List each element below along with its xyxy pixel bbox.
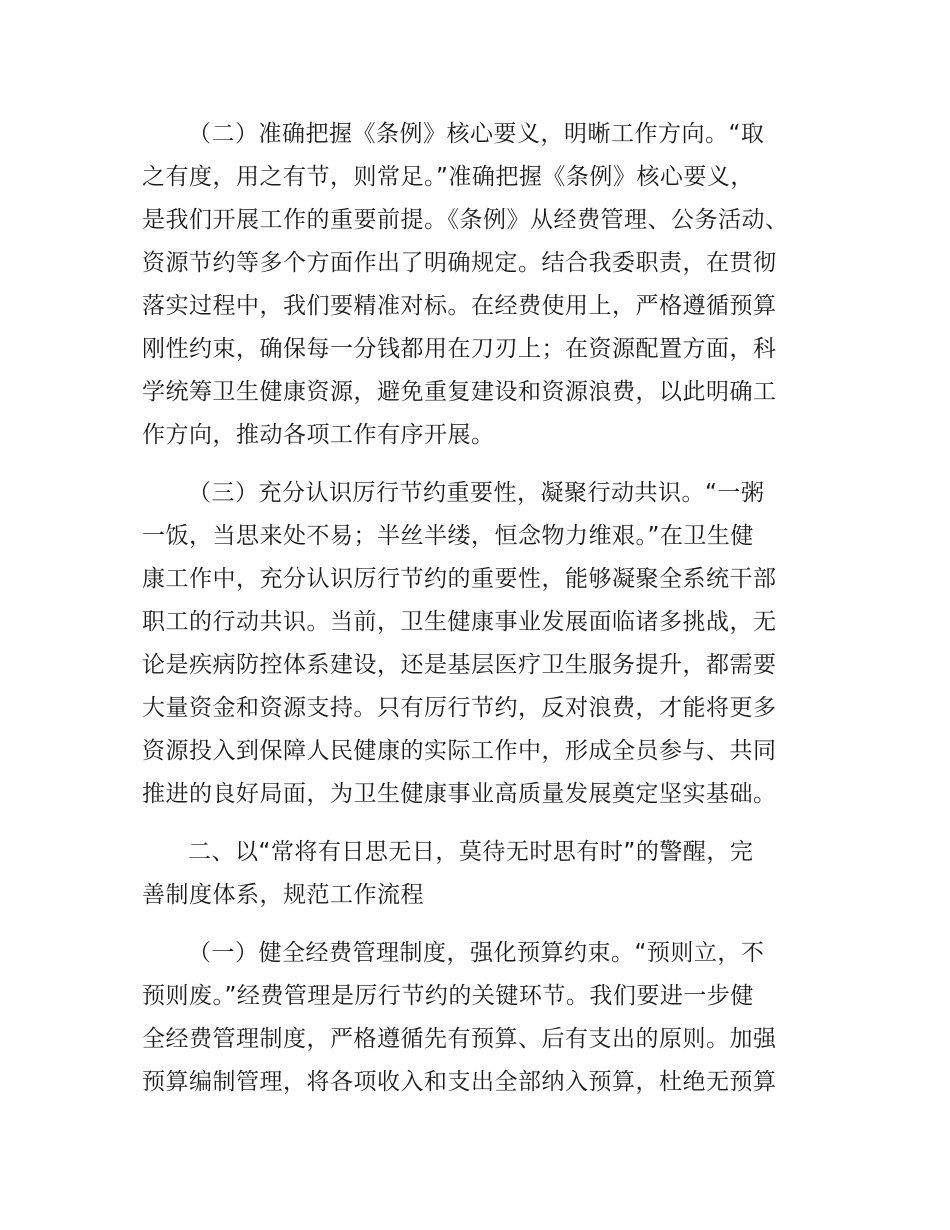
paragraph-2-3-line-6: 大量资金和资源支持。只有厉行节约，反对浪费，才能将更多 [142,695,777,721]
paragraph-2-3-line-3: 康工作中，充分认识厉行节约的重要性，能够凝聚全系统干部 [142,566,777,592]
section-heading-2-line-2: 善制度体系，规范工作流程 [142,882,424,908]
paragraph-2-3-line-2: 一饭，当思来处不易；半丝半缕，恒念物力维艰。”在卫生健 [142,523,754,549]
paragraph-2-3-line-8: 推进的良好局面，为卫生健康事业高质量发展奠定坚实基础。 [142,781,777,807]
paragraph-2-3-line-7: 资源投入到保障人民健康的实际工作中，形成全员参与、共同 [142,738,777,764]
paragraph-3-1-line-1: （一）健全经费管理制度，强化预算约束。“预则立，不 [188,940,765,966]
paragraph-2-3-line-4: 职工的行动共识。当前，卫生健康事业发展面临诸多挑战，无 [142,609,777,635]
paragraph-2-2-line-3: 是我们开展工作的重要前提。《条例》从经费管理、公务活动、 [142,207,789,233]
paragraph-2-2-line-8: 作方向，推动各项工作有序开展。 [142,422,495,448]
paragraph-3-1-line-3: 全经费管理制度，严格遵循先有预算、后有支出的原则。加强 [142,1026,777,1052]
paragraph-2-2-line-2: 之有度，用之有节，则常足。”准确把握《条例》核心要义， [142,164,754,190]
paragraph-2-2-line-7: 学统筹卫生健康资源，避免重复建设和资源浪费，以此明确工 [142,379,777,405]
paragraph-3-1-line-2: 预则废。”经费管理是厉行节约的关键环节。我们要进一步健 [142,983,754,1009]
paragraph-2-2-line-4: 资源节约等多个方面作出了明确规定。结合我委职责，在贯彻 [142,250,777,276]
paragraph-2-3-line-5: 论是疾病防控体系建设，还是基层医疗卫生服务提升，都需要 [142,652,777,678]
paragraph-2-2-line-1: （二）准确把握《条例》核心要义，明晰工作方向。“取 [188,121,765,147]
section-heading-2-line-1: 二、以“常将有日思无日，莫待无时思有时”的警醒，完 [188,839,754,865]
paragraph-2-2-line-6: 刚性约束，确保每一分钱都用在刀刃上；在资源配置方面，科 [142,336,777,362]
paragraph-2-2-line-5: 落实过程中，我们要精准对标。在经费使用上，严格遵循预算 [142,293,777,319]
paragraph-3-1-line-4: 预算编制管理，将各项收入和支出全部纳入预算，杜绝无预算 [142,1069,777,1095]
paragraph-2-3-line-1: （三）充分认识厉行节约重要性，凝聚行动共识。“一粥 [188,480,765,506]
